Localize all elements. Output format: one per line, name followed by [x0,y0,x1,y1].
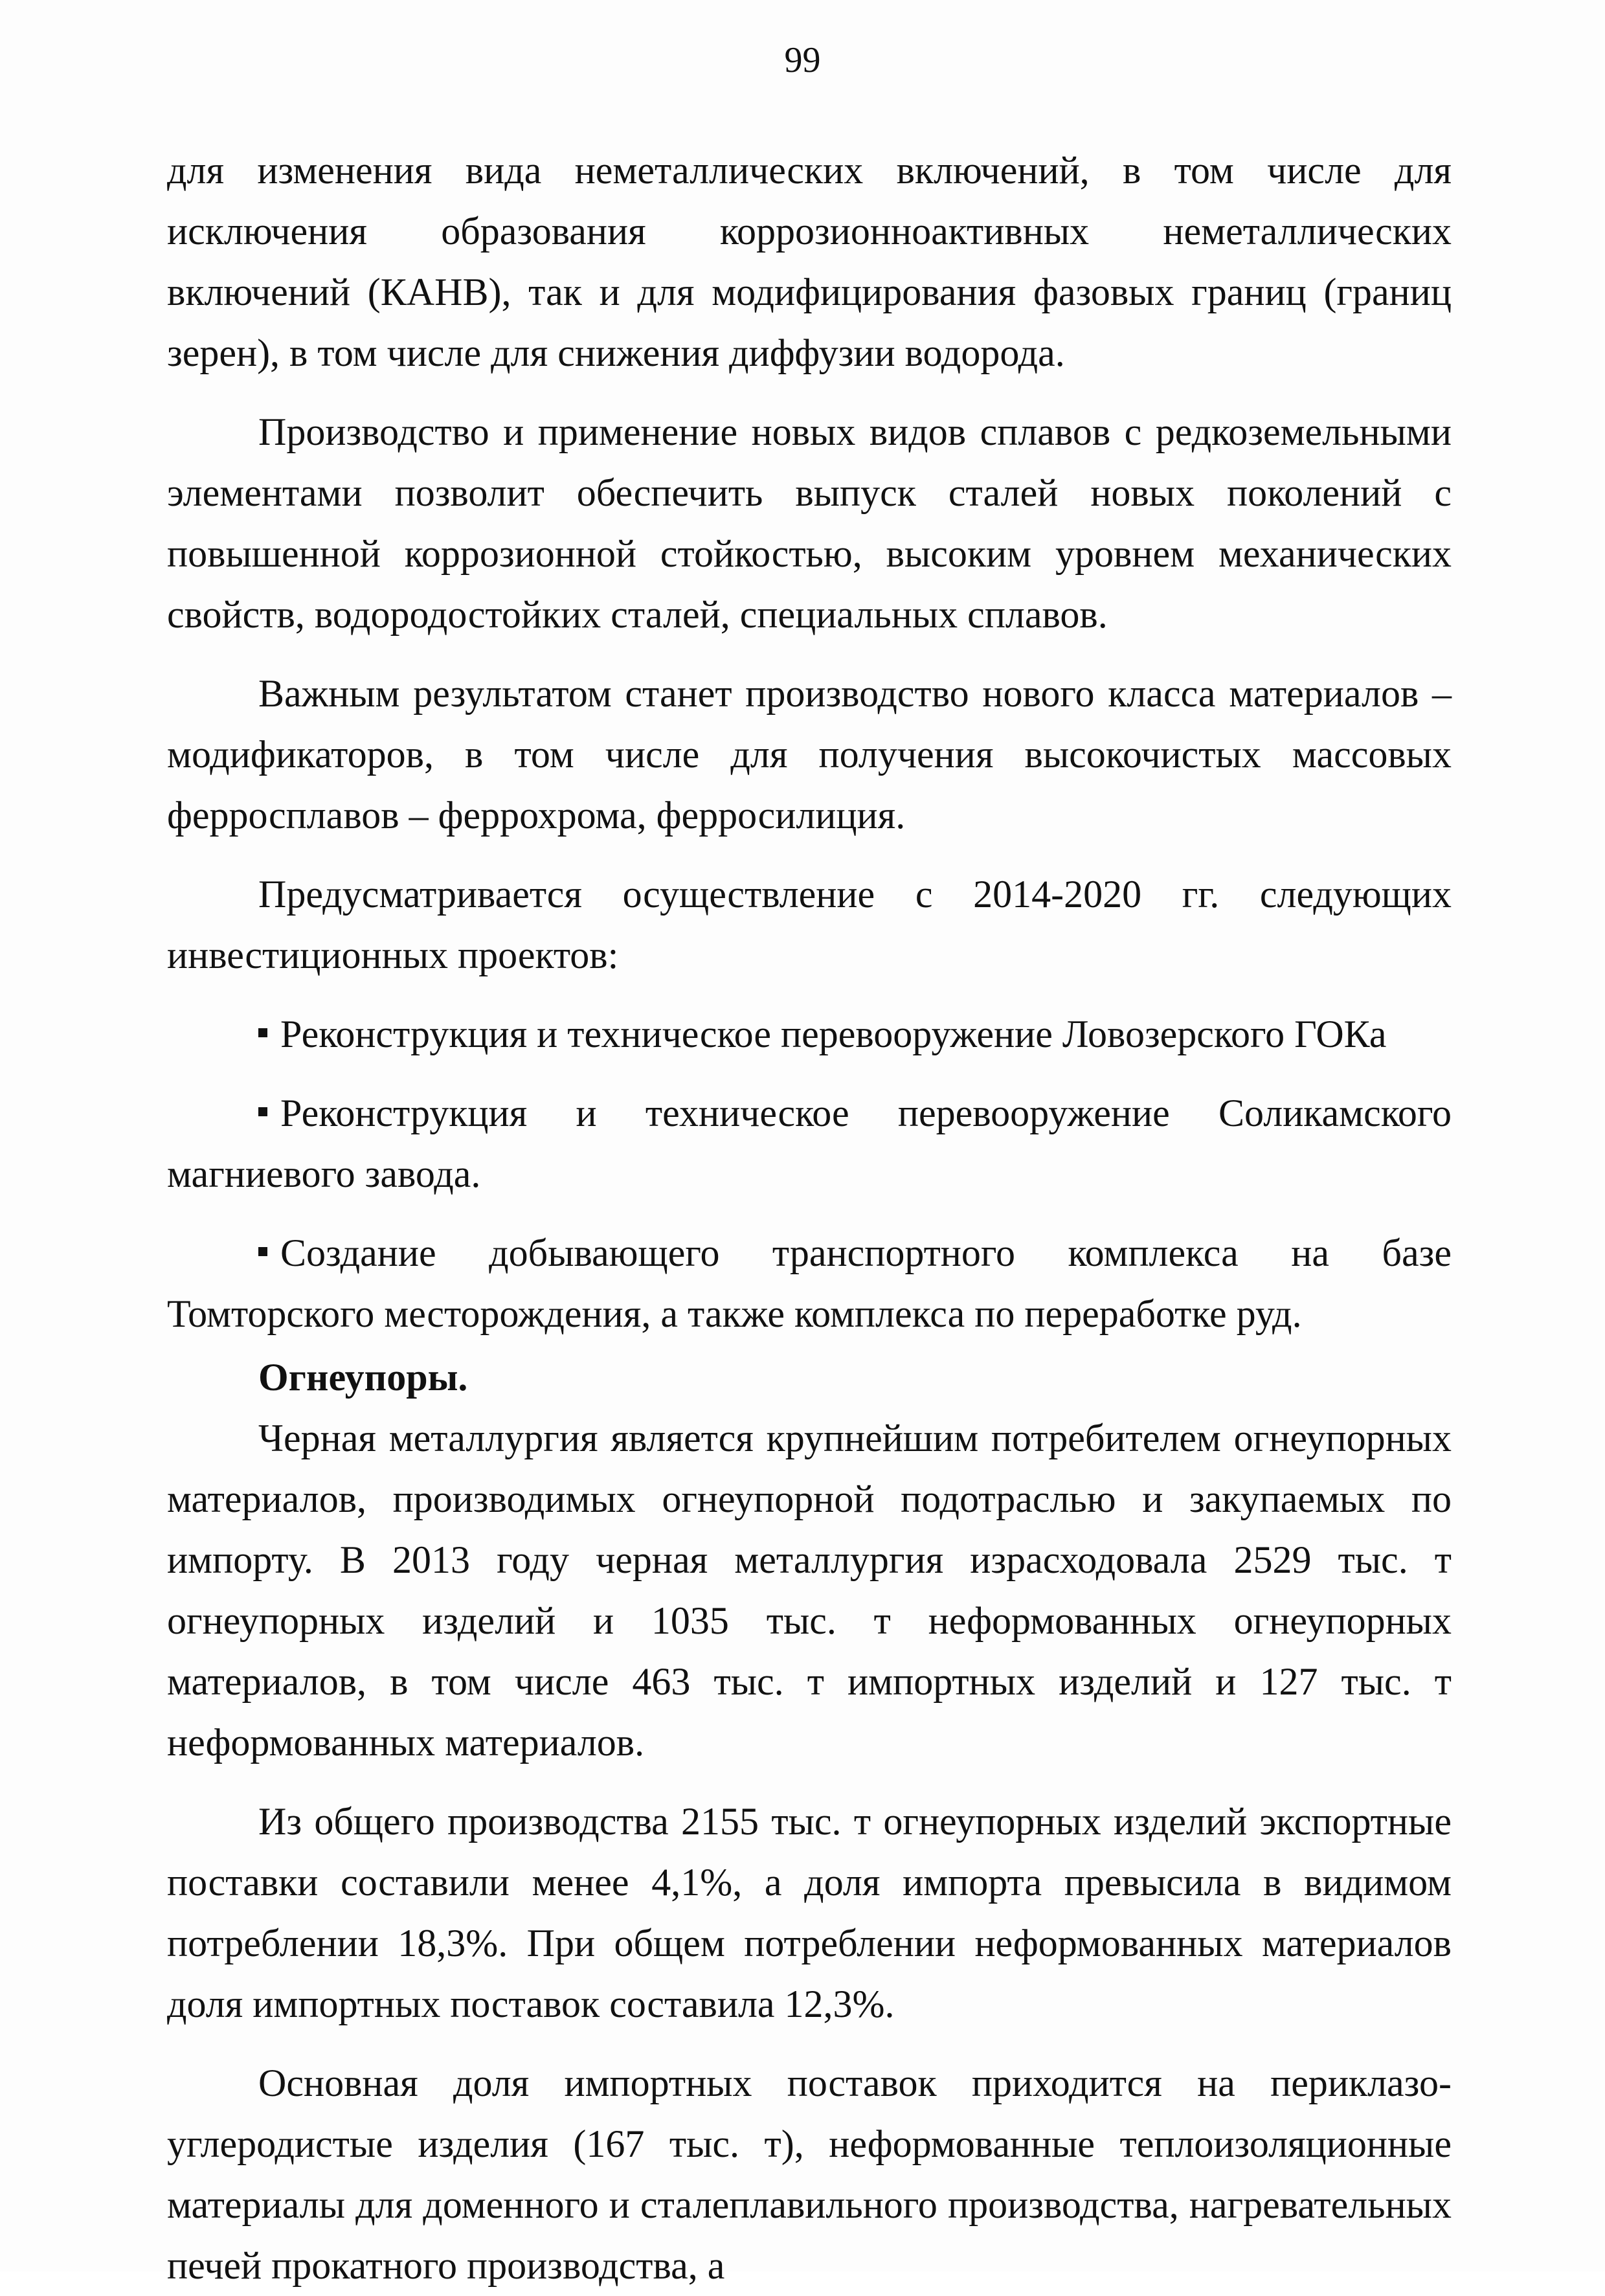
paragraph-ferrous-metallurgy-consumption: Черная металлургия является крупнейшим потребителем огнеупорных материалов, производимых огнеупорной подотраслью и закупаемых по импорту. В 2013 году черная металлургия израсходовала 2529 тыс. т огнеупорных изделий и 1035 тыс. т неформованных огнеупорных материалов, в том числе 463 тыс. т импортных изделий и 127 тыс. т неформованных материалов. [167,1417,1452,1764]
bullet-text: Реконструкция и техническое перевооружение Соликамского магниевого завода. [167,1092,1452,1195]
paragraph-new-alloys: Производство и применение новых видов сплавов с редкоземельными элементами позволит обеспечить выпуск сталей новых поколений с повышенной коррозионной стойкостью, высоким уровнем механических свойств, водородостойких сталей, специальных сплавов. [167,411,1452,636]
bullet-marker-icon [258,1247,267,1256]
paragraph-export-import-share: Из общего производства 2155 тыс. т огнеупорных изделий экспортные поставки составили менее 4,1%, а доля импорта превысила в видимом потреблении 18,3%. При общем потреблении неформованных материалов доля импортных поставок составила 12,3%. [167,1800,1452,2025]
page-number: 99 [784,40,821,80]
bullet-item-lovozero [167,1004,1452,1064]
bullet-item-tomtor [167,1222,1452,1344]
bullet-text: Создание добывающего транспортного комплекса на базе Томторского месторождения, а также комплекса по переработке руд. [167,1232,1452,1335]
page-body [167,140,1452,2296]
section-heading-refractories: Огнеупоры. [258,1356,468,1399]
bullet-marker-icon [258,1107,267,1116]
bullet-marker-icon [258,1028,267,1037]
paragraph-import-structure: Основная доля импортных поставок приходится на периклазо-углеродистые изделия (167 тыс. т), неформованные теплоизоляционные материалы для доменного и сталеплавильного производства, нагревательных печей прокатного производства, а [167,2062,1452,2287]
bullet-text: Реконструкция и техническое перевооружение Ловозерского ГОКа [280,1013,1387,1055]
paragraph-rare-earth-purpose: для изменения вида неметаллических включений, в том числе для исключения образования коррозионноактивных неметаллических включений (КАНВ), так и для модифицирования фазовых границ (границ зерен), в том числе для снижения диффузии водорода. [167,149,1452,374]
paragraph-modifiers: Важным результатом станет производство нового класса материалов – модификаторов, в том числе для получения высокочистых массовых ферросплавов – феррохрома, ферросилиция. [167,672,1452,837]
paragraph-investment-projects: Предусматривается осуществление с 2014-2020 гг. следующих инвестиционных проектов: [167,873,1452,976]
bullet-item-solikamsk [167,1083,1452,1204]
